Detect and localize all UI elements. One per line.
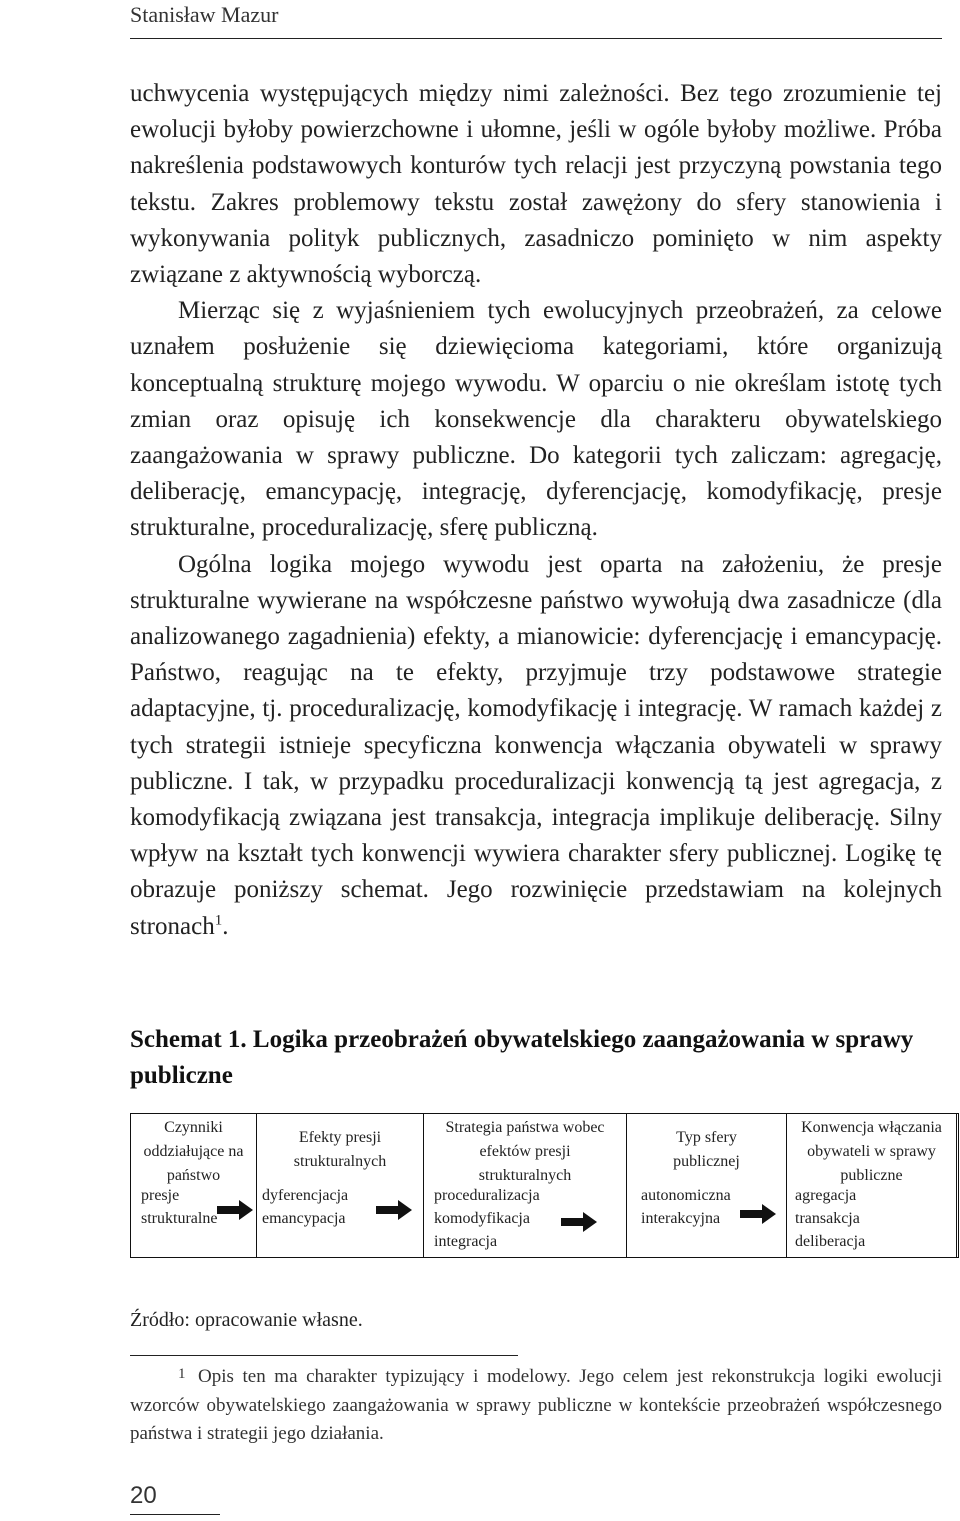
diagram-item: dyferencjacja [262,1187,349,1204]
source-note: Źródło: opracowanie własne. [130,1309,363,1331]
footnote-number: 1 [178,1366,186,1382]
footnote [130,1360,942,1449]
diagram-item: integracja [434,1233,498,1250]
column-head-sphere: Typ sfery publicznej [673,1129,740,1170]
body-text [130,76,942,945]
column-items-sphere [641,1184,731,1230]
running-header [130,2,942,39]
diagram-item: agregacja [795,1187,857,1204]
right-arrow-icon [217,1200,253,1220]
diagram-item: transakcja [795,1210,860,1227]
right-arrow-icon [740,1204,776,1224]
column-items-strategy [434,1184,540,1253]
header-author: Stanisław Mazur [130,2,279,27]
diagram-item: komodyfikacja [434,1210,530,1227]
right-arrow-icon [376,1200,412,1220]
diagram-column-strategy [424,1114,627,1257]
column-head-effects: Efekty presji strukturalnych [293,1129,387,1170]
footnote-text: Opis ten ma charakter typizujący i modelowy. Jego celem jest rekonstrukcja logiki ewolucji wzorców obywatelskiego zaangażowania w sprawy publiczne w kontekście przeobrażeń współczesnego państwa i strategii jego działania. [130,1366,942,1444]
diagram-column-effects [257,1114,424,1257]
page-number: 20 [130,1478,220,1515]
column-items-convention [795,1184,865,1253]
logic-diagram [130,1113,959,1258]
diagram-item: strukturalne [141,1210,218,1227]
paragraph-3 [130,547,942,945]
diagram-column-convention [787,1114,957,1257]
diagram-column-factors [131,1114,257,1257]
right-arrow-icon [561,1212,597,1232]
diagram-item: emancypacja [262,1210,346,1227]
paragraph-3-end: . [222,912,229,940]
column-head-factors: Czynniki oddziałujące na państwo [143,1119,244,1184]
footnote-rule [130,1355,518,1356]
schemat-title: Schemat 1. Logika przeobrażeń obywatelskiego zaangażowania w sprawy publiczne [130,1026,914,1089]
column-items-effects [262,1184,348,1230]
footnote-reference[interactable]: 1 [214,912,223,929]
column-items-factors [141,1184,217,1230]
column-head-convention: Konwencja włączania obywateli w sprawy publiczne [801,1119,942,1184]
paragraph-3-text: Ogólna logika mojego wywodu jest oparta na założeniu, że presje strukturalne wywierane na współczesne państwo wywołują dwa zasadnicze (dla analizowanego zagadnienia) efekty, a mianowicie: dyferencjację i emancypację. Państwo, reagując na te efekty, przyjmuje trzy podstawowe strategie adaptacyjne, tj. proceduralizację, komodyfikację i integrację. W ramach każdej z tych strategii istnieje specyficzna konwencja włączania obywateli w sprawy publiczne. I tak, w przypadku proceduralizacji konwencją tą jest agregacja, z komodyfikacją związana jest transakcja, integracja implikuje deliberację. Silny wpływ na kształt tych konwencji wywiera charakter sfery publicznej. Logikę tę obrazuje poniższy schemat. Jego rozwinięcie przedstawiam na kolejnych stronach [130,550,942,940]
diagram-item: interakcyjna [641,1210,721,1227]
diagram-item: deliberacja [795,1233,866,1250]
diagram-item: proceduralizacja [434,1187,540,1204]
column-head-strategy: Strategia państwa wobec efektów presji strukturalnych [445,1119,605,1184]
diagram-item: autonomiczna [641,1187,731,1204]
diagram-column-sphere [627,1114,787,1257]
paragraph-1: uchwycenia występujących między nimi zależności. Bez tego zrozumienie tej ewolucji byłoby powierzchowne i ułomne, jeśli w ogóle byłoby możliwe. Próba nakreślenia podstawowych konturów tych relacji jest przyczyną powstania tego tekstu. Zakres problemowy tekstu został zawężony do sfery stanowienia i wykonywania polityk publicznych, zasadniczo pominięto w nim aspekty związane z aktywnością wyborczą. [130,80,942,289]
diagram-item: presje [141,1187,180,1204]
paragraph-2: Mierząc się z wyjaśnieniem tych ewolucyjnych przeobrażeń, za celowe uznałem posłużenie się dziewięcioma kategoriami, które organizują konceptualną strukturę mojego wywodu. W oparciu o nie określam istotę tych zmian oraz opisuję ich konsekwencje dla charakteru obywatelskiego zaangażowania w sprawy publiczne. Do kategorii tych zaliczam: agregację, deliberację, emancypację, integrację, dyferencjację, komodyfikację, presje strukturalne, proceduralizację, sferę publiczną. [130,297,942,542]
